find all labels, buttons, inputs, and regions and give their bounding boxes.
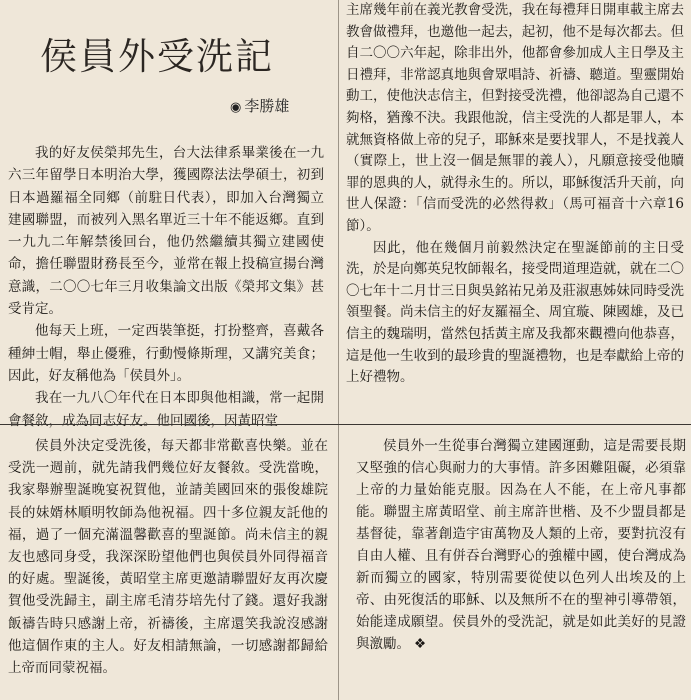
section-divider: [0, 424, 691, 425]
paragraph: 我在一九八〇年代在日本即與他相識，常一起開會餐敘，成為同志好友。他回國後，因黃昭堂: [8, 390, 324, 429]
article-title: 侯員外受洗記: [40, 35, 274, 78]
column-bottom-right: [356, 435, 686, 655]
paragraph: 他每天上班，一定西裝筆挺，打扮整齊，喜戴各種紳士帽，舉止優雅，行動慢條斯理，又講究美食；因此，好友稱他為「侯員外」。: [8, 323, 324, 384]
paragraph: 我的好友侯榮邦先生，台大法律系畢業後在一九六三年留學日本明治大學，獲國際法法學碩士，初到日本過羅福全同鄉（前駐日代表），即加入台灣獨立建國聯盟，而被列入黑名單近三十年不能返鄉。直到一九九二年解禁後回台，他仍然繼續其獨立建國使命，擔任聯盟財務長至今，並常在報上投稿宣揚台灣意識，二〇〇七年三月收集論文出版《榮邦文集》甚受肯定。: [8, 145, 324, 318]
paragraph-continued: 主席幾年前在義光教會受洗，我在每禮拜日開車載主席去教會做禮拜，也邀他一起去，起初，他不是每次都去。但自二〇〇六年起，除非出外，他都會參加成人主日學及主日禮拜，非常認真地與會眾唱詩、祈禱、聽道。聖靈開始動工，使他決志信主，但對接受洗禮，他卻認為自己還不夠格，猶豫不決。我跟他說，信主受洗的人都是罪人，本就無資格做上帝的兒子，耶穌來是要找罪人，不是找義人（實際上，世上沒一個是無罪的義人），凡願意接受他贖罪的恩典的人，就得永生的。所以，耶穌復活升天前，向世人保證：「信而受洗的必然得救」（馬可福音十六章16節）。: [346, 2, 684, 234]
paragraph: [356, 435, 686, 655]
column-divider-vertical: [338, 0, 339, 700]
column-top-left: [8, 142, 324, 432]
paragraph: 侯員外決定受洗後，每天都非常歡喜快樂。並在受洗一週前，就先請我們幾位好友餐敘。受洗當晚，我家舉辦聖誕晚宴祝賀他，並請美國回來的張俊雄院長的妹婿林順明牧師為他祝福。四十多位親友託他的福，過了一個充滿溫馨歡喜的聖誕節。尚未信主的親友也感同身受，我深深盼望他們也與侯員外同得福音的好處。聖誕後，黃昭堂主席更邀請聯盟好友再次慶賀他受洗歸主，副主席毛清芬培先付了錢。還好我謝飯禱告時只感謝上帝，祈禱後，主席還笑我說沒感謝他這個作東的主人。好友相請無論，一切感謝都歸給上帝而同蒙祝福。: [8, 438, 328, 677]
column-top-right: [346, 0, 684, 389]
column-bottom-left: [8, 435, 328, 679]
paragraph-text: 侯員外一生從事台灣獨立建國運動，這是需要長期又堅強的信心與耐力的大事情。許多困難阻礙，必須靠上帝的力量始能克服。因為在人不能，在上帝凡事都能。聯盟主席黃昭堂、前主席許世楷、及不少盟員都是基督徒，靠著創造宇宙萬物及人類的上帝，要對抗沒有自由人權、且有併吞台灣野心的強權中國，使台灣成為新而獨立的國家，特別需要從使以色列人出埃及的上帝、由死復活的耶穌、以及無所不在的聖神引導帶領，始能達成願望。侯員外的受洗記，就是如此美好的見證與激勵。: [356, 438, 686, 652]
author-name: 李勝雄: [244, 97, 290, 115]
author-mark-icon: ◉: [230, 100, 242, 115]
byline: [230, 95, 289, 116]
end-mark-icon: ❖: [414, 636, 427, 652]
paragraph: 因此，他在幾個月前毅然決定在聖誕節前的主日受洗，於是向鄭英兒牧師報名，接受問道理造就，就在二〇〇七年十二月廿三日與吳銘祐兄弟及莊淑惠姊妹同時受洗領聖餐。尚未信主的好友羅福全、周宜璇、陳國雄，及已信主的魏瑞明，當然包括黃主席及我都來觀禮向他恭喜，這是他一生收到的最珍貴的聖誕禮物，也是奉獻給上帝的上好禮物。: [346, 239, 684, 386]
